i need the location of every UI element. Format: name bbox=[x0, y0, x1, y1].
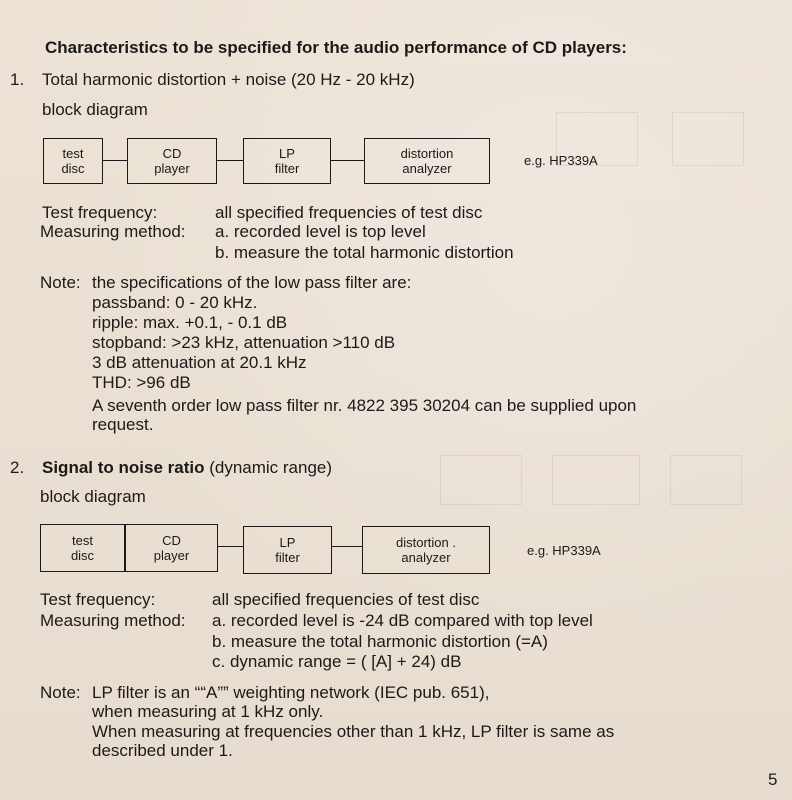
show-through-box bbox=[552, 455, 640, 505]
diagram-2-box-test-disc bbox=[40, 524, 125, 572]
note-line-attenuation: 3 dB attenuation at 20.1 kHz bbox=[92, 353, 307, 372]
box-label: player bbox=[154, 161, 190, 176]
section-2-test-frequency-label: Test frequency: bbox=[40, 590, 156, 609]
diagram-2-box-cd-player bbox=[125, 524, 218, 572]
page-number: 5 bbox=[768, 770, 778, 789]
note-line-request: request. bbox=[92, 415, 154, 434]
diagram-connector bbox=[218, 546, 243, 547]
note-line-thd: THD: >96 dB bbox=[92, 373, 191, 392]
box-label: test bbox=[62, 146, 84, 161]
show-through-box bbox=[672, 112, 744, 166]
section-1-method-label: Measuring method: bbox=[40, 222, 186, 241]
section-1-test-frequency-label: Test frequency: bbox=[42, 203, 158, 222]
note-line-passband: passband: 0 - 20 kHz. bbox=[92, 293, 258, 312]
section-1-heading: Total harmonic distortion + noise (20 Hz - 20 kHz) bbox=[42, 70, 415, 89]
note-line-described: described under 1. bbox=[92, 741, 233, 760]
box-label: disc bbox=[61, 161, 85, 176]
section-2-heading-bold: Signal to noise ratio bbox=[42, 458, 205, 477]
box-label: LP bbox=[279, 146, 295, 161]
note-line-other-frequencies: When measuring at frequencies other than 1 kHz, LP filter is same as bbox=[92, 722, 615, 741]
box-label: filter bbox=[275, 550, 300, 565]
diagram-1-box-test-disc bbox=[43, 138, 103, 184]
box-label: LP bbox=[279, 535, 296, 550]
diagram-1-box-distortion-analyzer bbox=[364, 138, 490, 184]
diagram-connector bbox=[331, 160, 364, 161]
note-line-stopband: stopband: >23 kHz, attenuation >110 dB bbox=[92, 333, 396, 352]
diagram-2-box-distortion-analyzer bbox=[362, 526, 490, 574]
section-2-heading-rest: (dynamic range) bbox=[209, 458, 333, 477]
section-2-test-frequency-value: all specified frequencies of test disc bbox=[212, 590, 480, 609]
section-1-number: 1. bbox=[10, 70, 25, 89]
diagram-1-example: e.g. HP339A bbox=[524, 153, 598, 168]
box-label: distortion bbox=[400, 146, 454, 161]
diagram-2-box-lp-filter bbox=[243, 526, 332, 574]
section-2-method-label: Measuring method: bbox=[40, 611, 186, 630]
section-2-number: 2. bbox=[10, 458, 25, 477]
section-1-test-frequency-value: all specified frequencies of test disc bbox=[215, 203, 483, 222]
box-label: disc bbox=[70, 548, 95, 563]
box-label: CD bbox=[162, 533, 181, 548]
section-2-heading bbox=[42, 458, 332, 478]
box-label: distortion . bbox=[396, 535, 456, 550]
section-2-method-c: c. dynamic range = ( [A] + 24) dB bbox=[212, 652, 462, 671]
section-2-block-label: block diagram bbox=[40, 487, 146, 506]
section-1-note-intro: the specifications of the low pass filter are: bbox=[92, 273, 412, 292]
show-through-box bbox=[440, 455, 522, 505]
diagram-2-example: e.g. HP339A bbox=[527, 543, 601, 558]
box-label: filter bbox=[274, 161, 300, 176]
show-through-box bbox=[670, 455, 742, 505]
diagram-connector bbox=[103, 160, 127, 161]
section-2-method-a: a. recorded level is -24 dB compared with top level bbox=[212, 611, 593, 630]
box-label: analyzer bbox=[401, 550, 451, 565]
note-line-ripple: ripple: max. +0.1, - 0.1 dB bbox=[92, 313, 288, 332]
box-label: test bbox=[72, 533, 93, 548]
note-line-1khz: when measuring at 1 kHz only. bbox=[92, 702, 324, 721]
diagram-connector bbox=[332, 546, 362, 547]
box-label: analyzer bbox=[402, 161, 452, 176]
section-2-method-b: b. measure the total harmonic distortion (=A) bbox=[212, 632, 548, 651]
diagram-1-box-cd-player bbox=[127, 138, 217, 184]
diagram-1-box-lp-filter bbox=[243, 138, 331, 184]
section-1-method-a: a. recorded level is top level bbox=[215, 222, 426, 241]
note-line-filter-supply: A seventh order low pass filter nr. 4822 395 30204 can be supplied upon bbox=[92, 396, 637, 415]
page-title: Characteristics to be specified for the audio performance of CD players: bbox=[45, 38, 627, 57]
diagram-connector bbox=[217, 160, 243, 161]
section-1-block-label: block diagram bbox=[42, 100, 148, 119]
box-label: player bbox=[153, 548, 190, 563]
box-label: CD bbox=[162, 146, 182, 161]
section-1-method-b: b. measure the total harmonic distortion bbox=[215, 243, 514, 262]
section-2-note-label: Note: bbox=[40, 683, 81, 702]
section-1-note-label: Note: bbox=[40, 273, 81, 292]
note-line-weighting: LP filter is an ““A”” weighting network (IEC pub. 651), bbox=[92, 683, 490, 702]
